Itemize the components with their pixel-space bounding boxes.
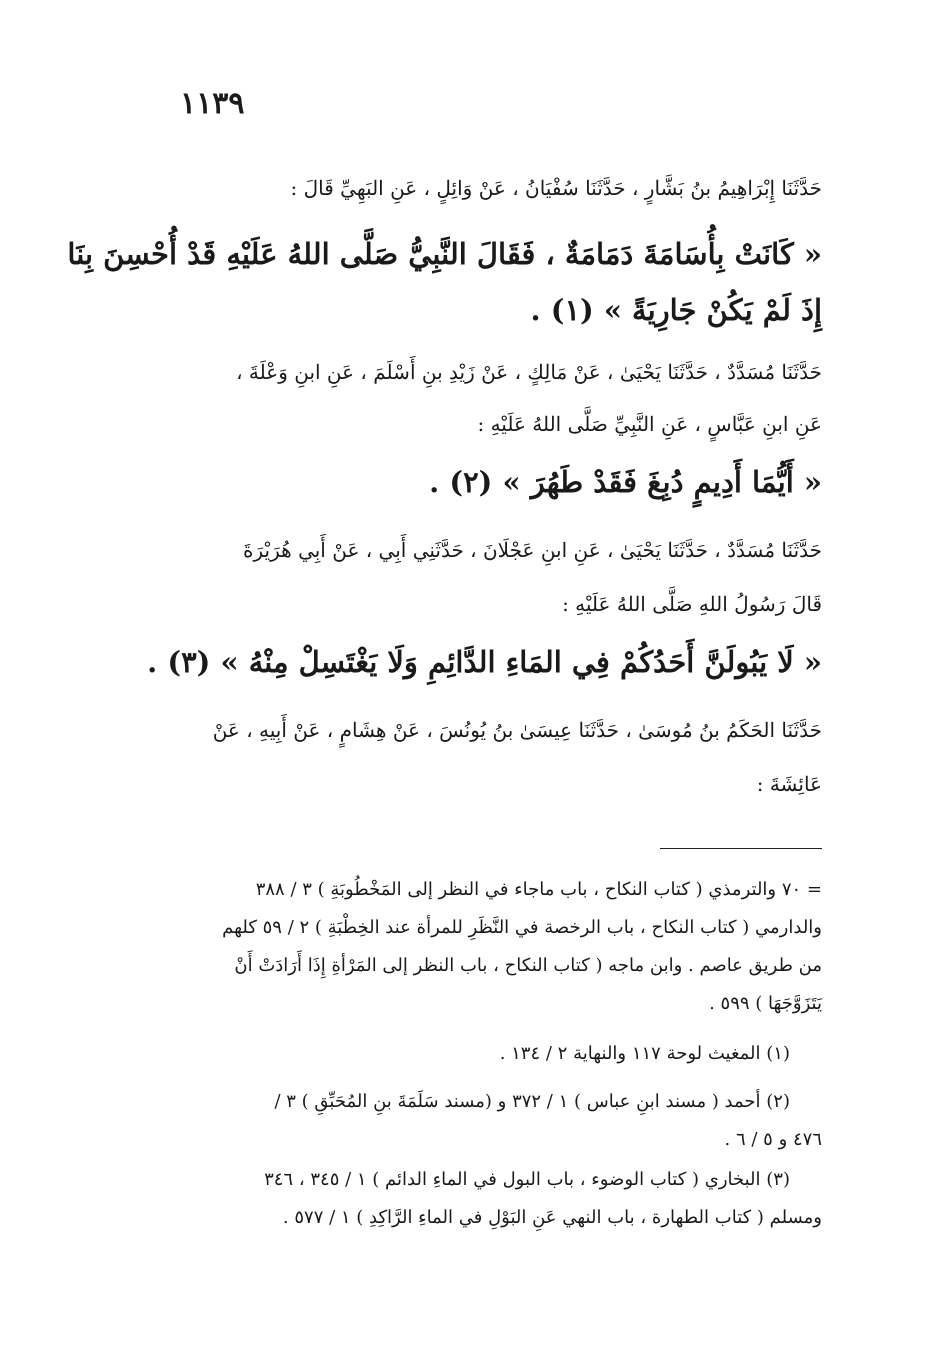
footnote-continuation-line-4: يَتَزَوَّجَهَا ) ٥٩٩ . xyxy=(709,993,822,1014)
footnote-3-line-2: ومسلم ( كتاب الطهارة ، باب النهي عَنِ البَوْلِ في الماءِ الرَّاكِدِ ) ١ / ٥٧٧ . xyxy=(282,1207,822,1228)
footnote-continuation-line-3: من طريق عاصم . وابن ماجه ( كتاب النكاح ، باب النظر إلى المَرْأةِ إِذَا أَرَادَتْ أَنْ xyxy=(234,955,822,976)
hadith-1-matn-line-1: « كَانَتْ بِأُسَامَةَ دَمَامَةٌ ، فَقَالَ النَّبِيُّ صَلَّى اللهُ عَلَيْهِ قَدْ أُحْسِنَ بِنَا xyxy=(67,237,822,271)
hadith-4-isnad-line-1: حَدَّثَنَا الحَكَمُ بنُ مُوسَىٰ ، حَدَّثَنَا عِيسَىٰ بنُ يُونُسَ ، عَنْ هِشَامٍ ، عَنْ أَبِيهِ ، عَنْ xyxy=(212,718,822,742)
footnote-2-line-1: (٢) أحمد ( مسند ابنِ عباس ) ١ / ٣٧٢ و (مسند سَلَمَةَ بنِ المُحَبِّقِ ) ٣ / xyxy=(274,1091,790,1112)
hadith-3-matn-line-1: « لَا يَبُولَنَّ أَحَدُكُمْ فِي المَاءِ الدَّائِمِ وَلَا يَغْتَسِلْ مِنْهُ » (٣) . xyxy=(147,645,822,679)
hadith-1-matn-line-2: إِذَ لَمْ يَكُنْ جَارِيَةً » (١) . xyxy=(530,293,822,327)
footnote-1-line-1: (١) المغيث لوحة ١١٧ والنهاية ٢ / ١٣٤ . xyxy=(499,1043,790,1064)
footnote-3-line-1: (٣) البخاري ( كتاب الوضوء ، باب البول في الماءِ الدائم ) ١ / ٣٤٥ ، ٣٤٦ xyxy=(264,1169,790,1190)
hadith-3-isnad-line-1: حَدَّثَنَا مُسَدَّدٌ ، حَدَّثَنَا يَحْيَىٰ ، عَنِ ابنِ عَجْلَانَ ، حَدَّثَنِي أَبِي ، عَنْ أَبِي هُرَيْرَةَ xyxy=(243,538,822,562)
hadith-4-isnad-line-2: عَائِشَةَ : xyxy=(756,772,822,796)
hadith-2-matn-line-1: « أَيُّمَا أَدِيمٍ دُبِغَ فَقَدْ طَهُرَ » (٢) . xyxy=(429,465,822,499)
footnote-2-line-2: ٤٧٦ و ٥ / ٦ . xyxy=(724,1129,822,1150)
hadith-2-isnad-line-1: حَدَّثَنَا مُسَدَّدٌ ، حَدَّثَنَا يَحْيَىٰ ، عَنْ مَالِكٍ ، عَنْ زَيْدِ بنِ أَسْلَمَ ، عَنِ ابنِ وَعْلَةَ ، xyxy=(236,360,822,384)
hadith-3-isnad-line-2: قَالَ رَسُولُ اللهِ صَلَّى اللهُ عَلَيْهِ : xyxy=(562,592,822,616)
page-number: ١١٣٩ xyxy=(180,86,245,121)
footnote-continuation-line-1: = ٧٠ والترمذي ( كتاب النكاح ، باب ماجاء في النظر إلى المَخْطُوبَةِ ) ٣ / ٣٨٨ xyxy=(255,879,822,900)
hadith-2-isnad-line-2: عَنِ ابنِ عَبَّاسٍ ، عَنِ النَّبِيِّ صَلَّى اللهُ عَلَيْهِ : xyxy=(477,412,822,436)
hadith-1-isnad-line-1: حَدَّثَنَا إِبْرَاهِيمُ بنُ بَشَّارٍ ، حَدَّثَنَا سُفْيَانُ ، عَنْ وَائِلٍ ، عَنِ البَهِيِّ قَالَ : xyxy=(290,176,822,200)
footnote-continuation-line-2: والدارمي ( كتاب النكاح ، باب الرخصة في النَّظَرِ للمرأة عند الخِطْبَةِ ) ٢ / ٥٩ كلهم xyxy=(222,917,822,938)
footnote-separator xyxy=(660,848,822,849)
